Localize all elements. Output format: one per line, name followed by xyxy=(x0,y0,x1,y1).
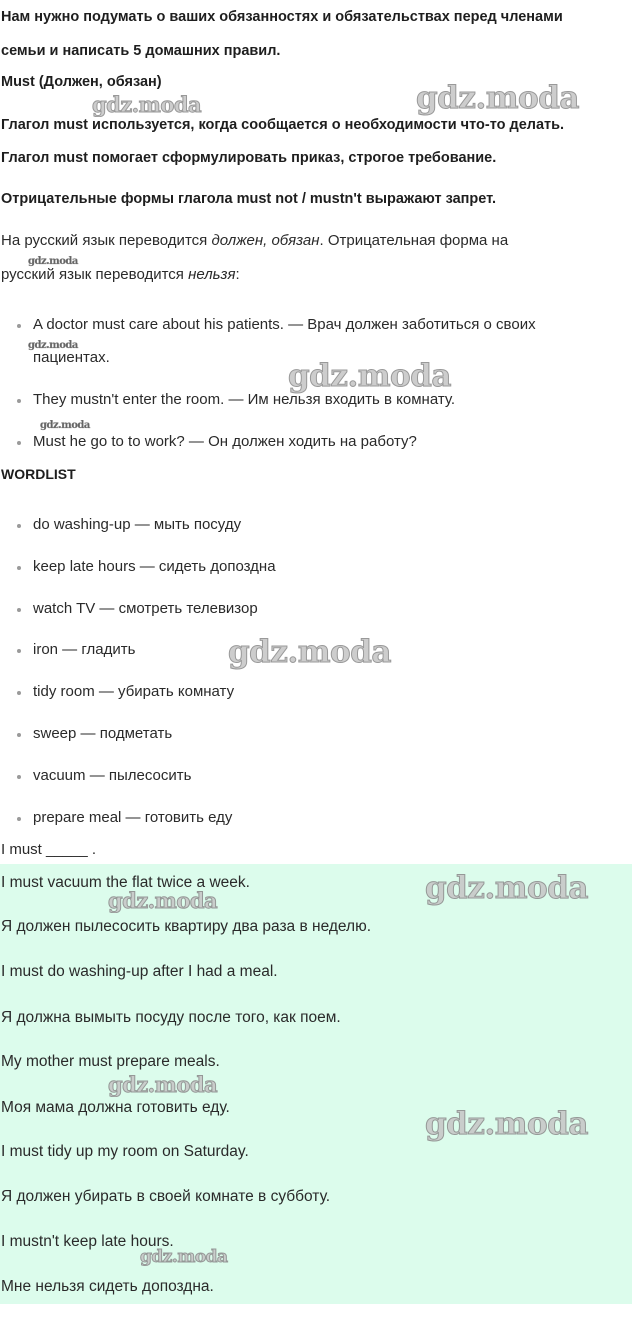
grammar-rule-2: Глагол must помогает сформулировать приказ, строгое требование. xyxy=(1,150,497,166)
watermark: gdz.moda xyxy=(425,870,588,906)
watermark: gdz.moda xyxy=(416,80,579,116)
translation-text: . Отрицательная форма на xyxy=(319,232,509,249)
bullet-icon xyxy=(17,608,21,612)
watermark: gdz.moda xyxy=(108,1072,218,1097)
answer-line: I must tidy up my room on Saturday. xyxy=(1,1143,249,1160)
answer-line: Я должен убирать в своей комнате в субботу. xyxy=(1,1188,331,1205)
translation-text: : xyxy=(235,266,240,283)
translation-emphasis: нельзя xyxy=(188,266,236,283)
watermark: gdz.moda xyxy=(40,420,90,431)
wordlist-item-text: do washing-up — мыть посуду xyxy=(33,516,242,533)
answer-line: Моя мама должна готовить еду. xyxy=(1,1099,230,1116)
translation-text: На русский язык переводится xyxy=(1,232,212,249)
watermark: gdz.moda xyxy=(228,634,391,670)
watermark: gdz.moda xyxy=(288,358,451,394)
watermark: gdz.moda xyxy=(425,1106,588,1142)
wordlist-item-text: iron — гладить xyxy=(33,641,136,658)
watermark: gdz.moda xyxy=(140,1247,228,1267)
example-text: They mustn't enter the room. — Им нельзя входить в комнату. xyxy=(33,391,456,408)
bullet-icon xyxy=(17,566,21,570)
answer-line: Мне нельзя сидеть допоздна. xyxy=(1,1278,214,1295)
example-text: пациентах. xyxy=(33,349,110,366)
translation-text: русский язык переводится xyxy=(1,266,189,283)
watermark: gdz.moda xyxy=(28,256,78,267)
grammar-heading: Must (Должен, обязан) xyxy=(1,74,162,90)
bullet-icon xyxy=(17,775,21,779)
answer-line: Я должен пылесосить квартиру два раза в неделю. xyxy=(1,918,371,935)
intro-line-2: семьи и написать 5 домашних правил. xyxy=(1,43,281,59)
example-text: Must he go to to work? — Он должен ходить на работу? xyxy=(33,433,417,450)
translation-line-1 xyxy=(1,232,508,249)
wordlist-heading: WORDLIST xyxy=(1,466,76,482)
intro-line-1: Нам нужно подумать о ваших обязанностях и обязательствах перед членами xyxy=(1,9,563,25)
wordlist-item-text: vacuum — пылесосить xyxy=(33,767,192,784)
bullet-icon xyxy=(17,324,21,328)
answer-line: Я должна вымыть посуду после того, как поем. xyxy=(1,1009,341,1026)
bullet-icon xyxy=(17,524,21,528)
translation-emphasis: должен, обязан xyxy=(211,232,320,249)
wordlist-item-text: watch TV — смотреть телевизор xyxy=(33,600,258,617)
translation-line-2 xyxy=(1,266,240,283)
answer-line: I mustn't keep late hours. xyxy=(1,1233,174,1250)
bullet-icon xyxy=(17,733,21,737)
bullet-icon xyxy=(17,441,21,445)
wordlist-item-text: tidy room — убирать комнату xyxy=(33,683,235,700)
grammar-rule-1: Глагол must используется, когда сообщается о необходимости что-то делать. xyxy=(1,117,565,133)
grammar-rule-3: Отрицательные формы глагола must not / mustn't выражают запрет. xyxy=(1,191,497,207)
answer-box xyxy=(0,864,632,1304)
bullet-icon xyxy=(17,691,21,695)
answer-line: I must vacuum the flat twice a week. xyxy=(1,874,250,891)
bullet-icon xyxy=(17,649,21,653)
wordlist-item-text: keep late hours — сидеть допоздна xyxy=(33,558,276,575)
bullet-icon xyxy=(17,399,21,403)
wordlist-item-text: prepare meal — готовить еду xyxy=(33,809,233,826)
example-text: A doctor must care about his patients. — Врач должен заботиться о своих xyxy=(33,316,536,333)
watermark: gdz.moda xyxy=(28,340,78,351)
watermark: gdz.moda xyxy=(92,92,202,117)
watermark: gdz.moda xyxy=(108,888,218,913)
answer-line: I must do washing-up after I had a meal. xyxy=(1,963,278,980)
bullet-icon xyxy=(17,817,21,821)
wordlist-item-text: sweep — подметать xyxy=(33,725,173,742)
task-prompt: I must _____ . xyxy=(1,841,97,858)
answer-line: My mother must prepare meals. xyxy=(1,1053,220,1070)
